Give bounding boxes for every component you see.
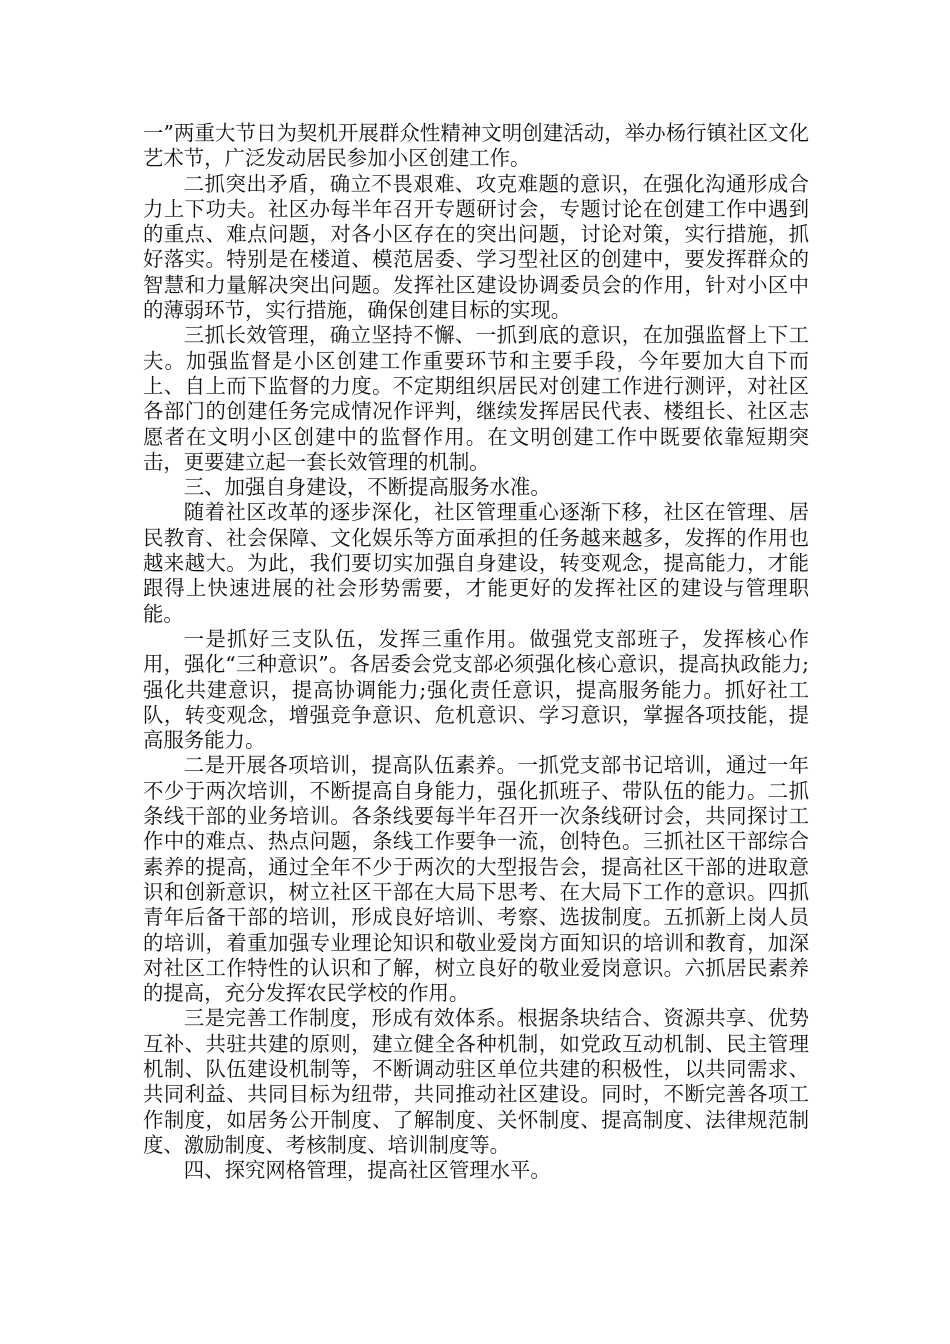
paragraph-third-focus: 三抓长效管理，确立坚持不懈、一抓到底的意识，在加强监督上下工夫。加强监督是小区创建工作重要环节和主要手段，今年要加大自下而上、自上而下监督的力度。不定期组织居民对创建工作进行测评，对社区各部门的创建任务完成情况作评判，继续发挥居民代表、楼组长、社区志愿者在文明小区创建中的监督作用。在文明创建工作中既要依靠短期突击，更要建立起一套长效管理的机制。 (143, 323, 809, 474)
paragraph-continuation: 一”两重大节日为契机开展群众性精神文明创建活动，举办杨行镇社区文化艺术节，广泛发动居民参加小区创建工作。 (143, 121, 809, 171)
paragraph-work-system: 三是完善工作制度，形成有效体系。根据条块结合、资源共享、优势互补、共驻共建的原则，建立健全各种机制，如党政互动机制、民主管理机制、队伍建设机制等，不断调动驻区单位共建的积极性，以共同需求、共同利益、共同目标为纽带，共同推动社区建设。同时，不断完善各项工作制度，如居务公开制度、了解制度、关怀制度、提高制度、法律规范制度、激励制度、考核制度、培训制度等。 (143, 1006, 809, 1157)
paragraph-second-focus: 二抓突出矛盾，确立不畏艰难、攻克难题的意识，在强化沟通形成合力上下功夫。社区办每半年召开专题研讨会，专题讨论在创建工作中遇到的重点、难点问题，对各小区存在的突出问题，讨论对策，实行措施，抓好落实。特别是在楼道、模范居委、学习型社区的创建中，要发挥群众的智慧和力量解决突出问题。发挥社区建设协调委员会的作用，针对小区中的薄弱环节，实行措施，确保创建目标的实现。 (143, 171, 809, 323)
paragraph-training: 二是开展各项培训，提高队伍素养。一抓党支部书记培训，通过一年不少于两次培训，不断提高自身能力，强化抓班子、带队伍的能力。二抓条线干部的业务培训。各条线要每半年召开一次条线研讨会，共同探讨工作中的难点、热点问题，条线工作要争一流，创特色。三抓社区干部综合素养的提高，通过全年不少于两次的大型报告会，提高社区干部的进取意识和创新意识，树立社区干部在大局下思考、在大局下工作的意识。四抓青年后备干部的培训，形成良好培训、考察、选拔制度。五抓新上岗人员的培训，着重加强专业理论知识和敬业爱岗方面知识的培训和教育，加深对社区工作特性的认识和了解，树立良好的敬业爱岗意识。六抓居民素养的提高，充分发挥农民学校的作用。 (143, 753, 809, 1006)
section-heading-grid-management: 四、探究网格管理，提高社区管理水平。 (183, 1158, 551, 1183)
document-page (143, 121, 809, 1183)
paragraph-community-reform: 随着社区改革的逐步深化，社区管理重心逐渐下移，社区在管理、居民教育、社会保障、文化娱乐等方面承担的任务越来越多，发挥的作用也越来越大。为此，我们要切实加强自身建设，转变观念，提高能力，才能跟得上快速进展的社会形势需要，才能更好的发挥社区的建设与管理职能。 (143, 500, 809, 626)
section-heading-self-building: 三、加强自身建设，不断提高服务水准。 (183, 475, 551, 500)
paragraph-three-teams: 一是抓好三支队伍，发挥三重作用。做强党支部班子，发挥核心作用，强化“三种意识”。各居委会党支部必须强化核心意识，提高执政能力;强化共建意识，提高协调能力;强化责任意识，提高服务能力。抓好社工队，转变观念，增强竞争意识、危机意识、学习意识，掌握各项技能，提高服务能力。 (143, 626, 809, 753)
